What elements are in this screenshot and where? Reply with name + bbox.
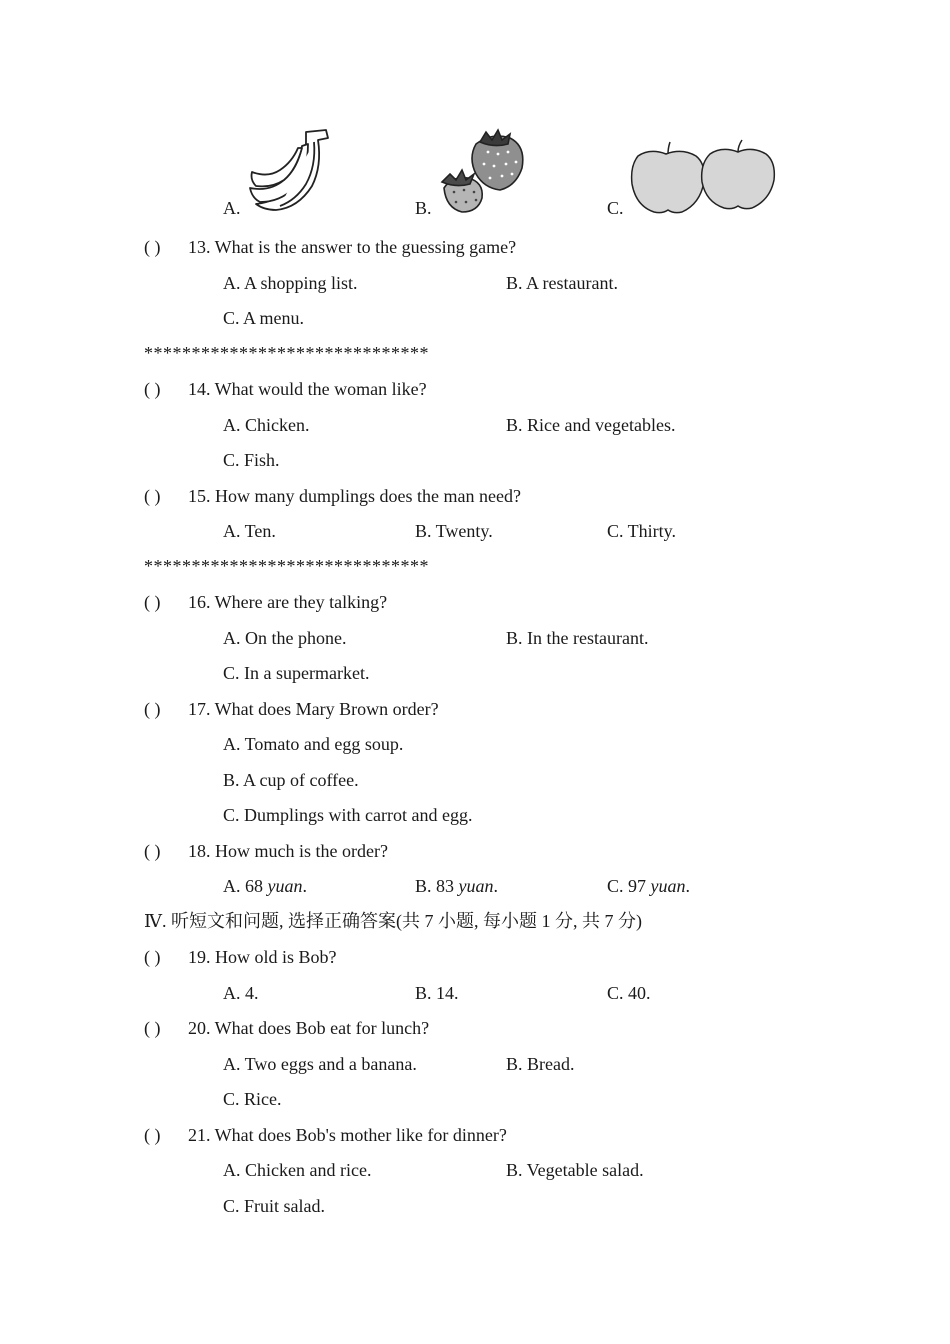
- q18-option-c: C. 97 yuan.: [607, 876, 691, 896]
- option-b-letter: B.: [415, 198, 432, 218]
- q15-option-b: B. Twenty.: [415, 521, 493, 541]
- section-4-heading: Ⅳ. 听短文和问题, 选择正确答案(共 7 小题, 每小题 1 分, 共 7 分): [144, 911, 642, 931]
- answer-blank[interactable]: ( ): [144, 592, 161, 612]
- q15-option-a: A. Ten.: [223, 521, 276, 541]
- answer-blank[interactable]: ( ): [144, 486, 161, 506]
- question-15: 15. How many dumplings does the man need?: [188, 486, 521, 506]
- answer-blank[interactable]: ( ): [144, 379, 161, 399]
- q14-option-c: C. Fish.: [223, 450, 280, 470]
- q13-option-a: A. A shopping list.: [223, 273, 358, 293]
- answer-blank[interactable]: ( ): [144, 947, 161, 967]
- question-21: 21. What does Bob's mother like for dinner?: [188, 1125, 507, 1145]
- q14-option-a: A. Chicken.: [223, 415, 310, 435]
- answer-blank[interactable]: ( ): [144, 1125, 161, 1145]
- strawberry-icon: [436, 124, 528, 216]
- option-a-letter: A.: [223, 198, 241, 218]
- q21-option-a: A. Chicken and rice.: [223, 1160, 372, 1180]
- question-14: 14. What would the woman like?: [188, 379, 427, 399]
- question-20: 20. What does Bob eat for lunch?: [188, 1018, 430, 1038]
- banana-icon: [246, 126, 334, 214]
- q21-option-b: B. Vegetable salad.: [506, 1160, 644, 1180]
- answer-blank[interactable]: ( ): [144, 237, 161, 257]
- question-17: 17. What does Mary Brown order?: [188, 699, 439, 719]
- q20-option-b: B. Bread.: [506, 1054, 575, 1074]
- question-18: 18. How much is the order?: [188, 841, 388, 861]
- q19-option-a: A. 4.: [223, 983, 259, 1003]
- q19-option-c: C. 40.: [607, 983, 651, 1003]
- q13-option-c: C. A menu.: [223, 308, 305, 328]
- q19-option-b: B. 14.: [415, 983, 459, 1003]
- q16-option-b: B. In the restaurant.: [506, 628, 649, 648]
- answer-blank[interactable]: ( ): [144, 841, 161, 861]
- q16-option-c: C. In a supermarket.: [223, 663, 370, 683]
- question-19: 19. How old is Bob?: [188, 947, 337, 967]
- q14-option-b: B. Rice and vegetables.: [506, 415, 676, 435]
- question-13: 13. What is the answer to the guessing game?: [188, 237, 517, 257]
- q20-option-a: A. Two eggs and a banana.: [223, 1054, 417, 1074]
- q15-option-c: C. Thirty.: [607, 521, 677, 541]
- q17-option-a: A. Tomato and egg soup.: [223, 734, 404, 754]
- q21-option-c: C. Fruit salad.: [223, 1196, 325, 1216]
- q16-option-a: A. On the phone.: [223, 628, 347, 648]
- option-c-letter: C.: [607, 198, 624, 218]
- q20-option-c: C. Rice.: [223, 1089, 282, 1109]
- separator: ******************************: [144, 343, 429, 363]
- question-16: 16. Where are they talking?: [188, 592, 388, 612]
- apple-icon: [630, 138, 776, 216]
- q17-option-c: C. Dumplings with carrot and egg.: [223, 805, 473, 825]
- q17-option-b: B. A cup of coffee.: [223, 770, 359, 790]
- separator: ******************************: [144, 556, 429, 576]
- q13-option-b: B. A restaurant.: [506, 273, 618, 293]
- q18-option-b: B. 83 yuan.: [415, 876, 499, 896]
- q18-option-a: A. 68 yuan.: [223, 876, 307, 896]
- answer-blank[interactable]: ( ): [144, 699, 161, 719]
- answer-blank[interactable]: ( ): [144, 1018, 161, 1038]
